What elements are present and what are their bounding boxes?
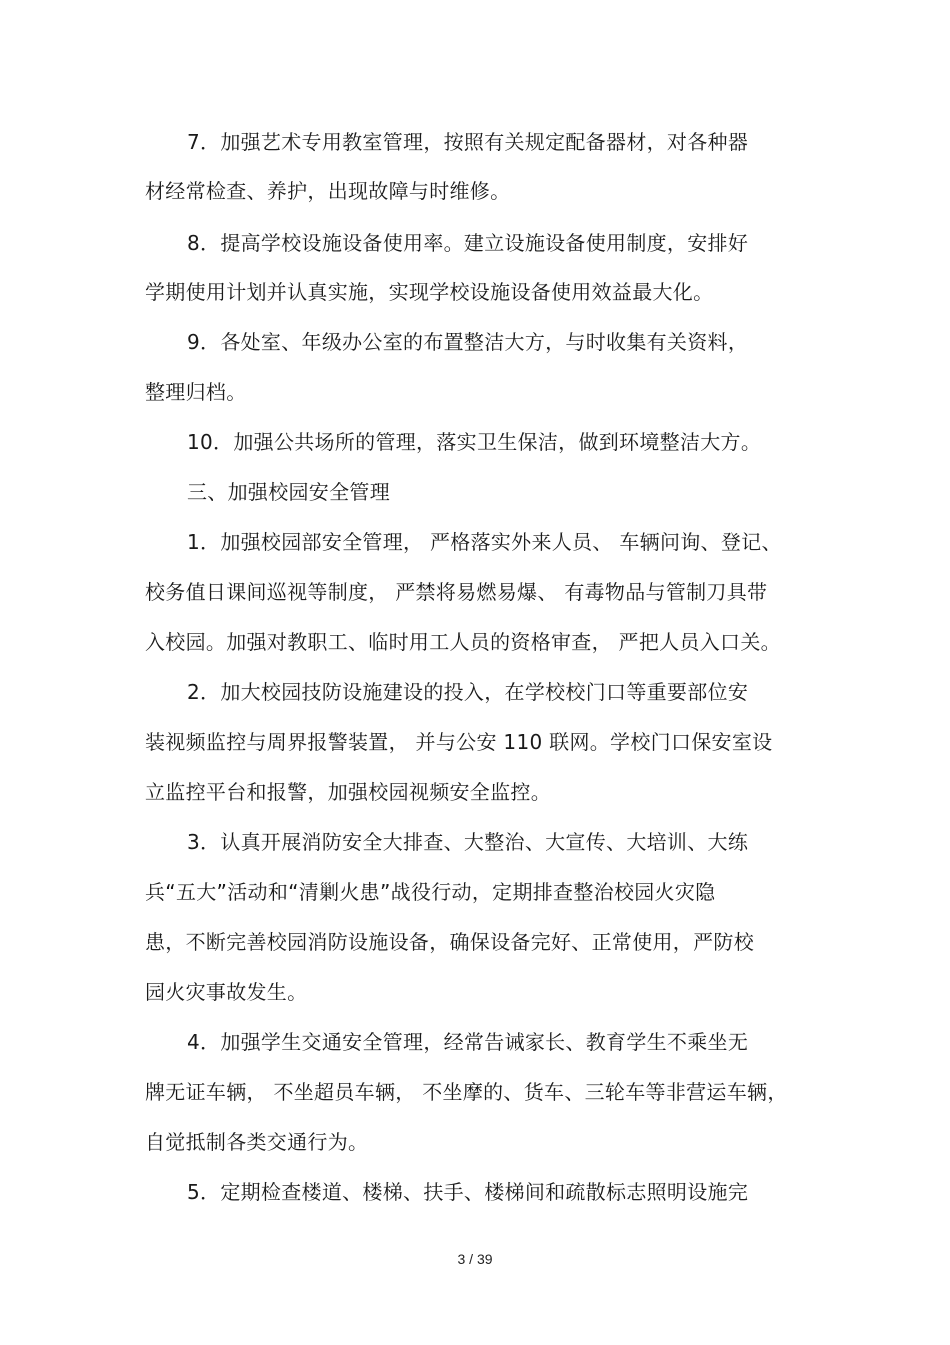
paragraph-line: 4．加强学生交通安全管理，经常告诫家长、教育学生不乘坐无: [187, 1030, 749, 1054]
paragraph-line: 整理归档。: [145, 380, 247, 404]
paragraph-line: 2．加大校园技防设施建设的投入，在学校校门口等重要部位安: [187, 680, 749, 704]
paragraph-line: 1．加强校园部安全管理， 严格落实外来人员、 车辆问询、登记、: [187, 530, 782, 554]
paragraph-line: 学期使用计划并认真实施，实现学校设施设备使用效益最大化。: [145, 280, 714, 304]
paragraph-line: 5．定期检查楼道、楼梯、扶手、楼梯间和疏散标志照明设施完: [187, 1180, 749, 1204]
paragraph-line: 立监控平台和报警，加强校园视频安全监控。: [145, 780, 551, 804]
section-heading: 三、加强校园安全管理: [187, 480, 390, 504]
paragraph-line: 9．各处室、年级办公室的布置整洁大方，与时收集有关资料，: [187, 330, 749, 354]
paragraph-line: 装视频监控与周界报警装置， 并与公安 110 联网。学校门口保安室设: [145, 730, 773, 754]
paragraph-line: 兵“五大”活动和“清剿火患”战役行动，定期排查整治校园火灾隐: [145, 880, 716, 904]
paragraph-line: 牌无证车辆， 不坐超员车辆， 不坐摩的、货车、三轮车等非营运车辆，: [145, 1080, 788, 1104]
paragraph-line: 3．认真开展消防安全大排查、大整治、大宣传、大培训、大练: [187, 830, 749, 854]
paragraph-line: 7．加强艺术专用教室管理，按照有关规定配备器材，对各种器: [187, 130, 749, 154]
paragraph-line: 自觉抵制各类交通行为。: [145, 1130, 369, 1154]
paragraph-line: 园火灾事故发生。: [145, 980, 308, 1004]
paragraph-line: 入校园。加强对教职工、临时用工人员的资格审查， 严把人员入口关。: [145, 630, 781, 654]
paragraph-line: 8．提高学校设施设备使用率。建立设施设备使用制度，安排好: [187, 231, 749, 255]
paragraph-line: 校务值日课间巡视等制度， 严禁将易燃易爆、 有毒物品与管制刀具带: [145, 580, 768, 604]
paragraph-line: 10．加强公共场所的管理，落实卫生保洁，做到环境整洁大方。: [187, 430, 762, 454]
page-number: 3 / 39: [457, 1251, 493, 1267]
paragraph-line: 材经常检查、养护，出现故障与时维修。: [145, 179, 511, 203]
paragraph-line: 患，不断完善校园消防设施设备，确保设备完好、正常使用，严防校: [145, 930, 754, 954]
